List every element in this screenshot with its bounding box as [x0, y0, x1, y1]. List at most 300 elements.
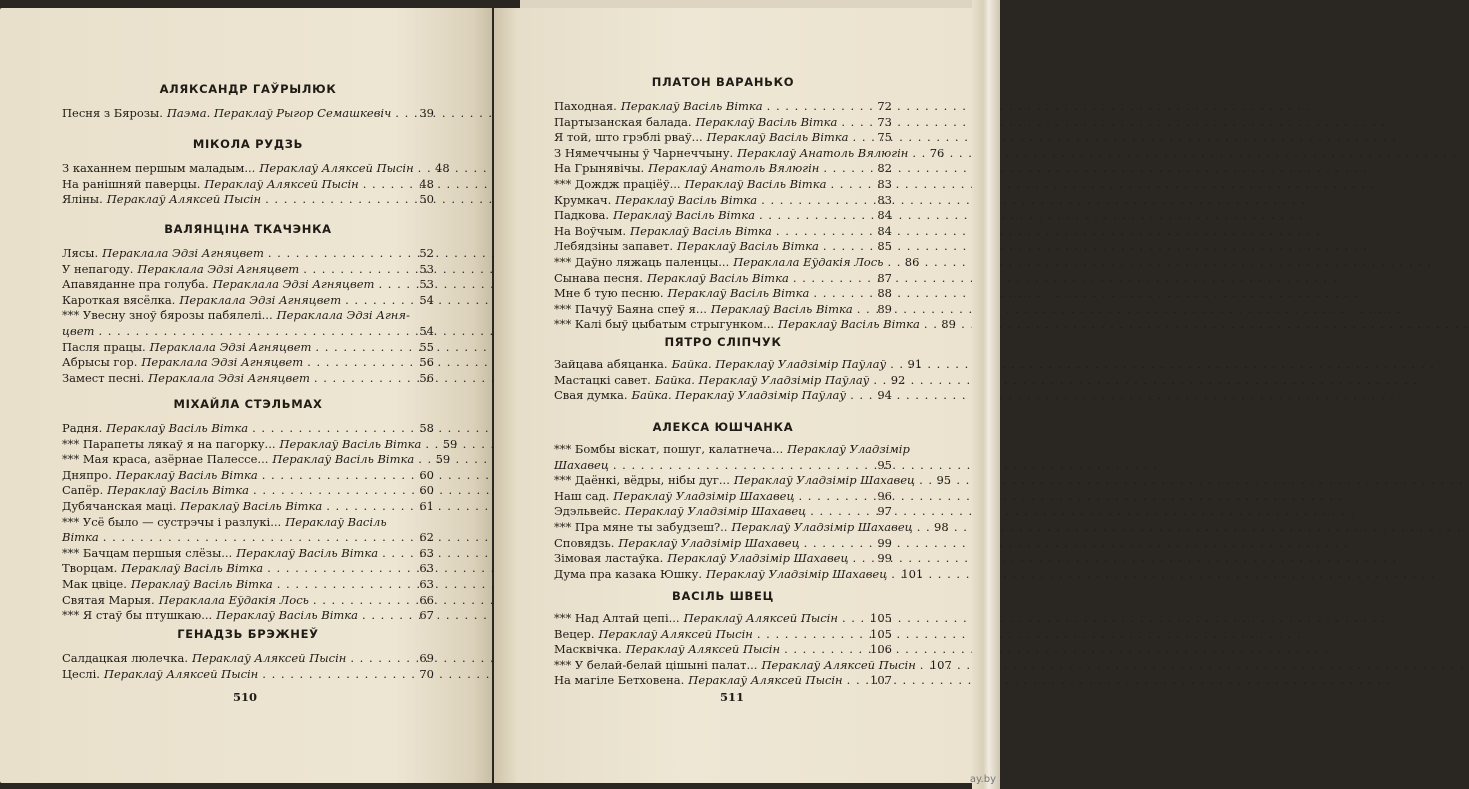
toc-entry	[62, 608, 434, 624]
toc-entry	[62, 468, 434, 484]
left-page	[0, 8, 492, 783]
entry-title: Масквічка.	[554, 642, 622, 657]
entry-title: Дума пра казака Юшку.	[554, 566, 703, 581]
toc-entry	[554, 224, 892, 240]
leader-dots	[262, 468, 408, 484]
toc-entry	[554, 115, 892, 131]
leader-dots	[395, 106, 408, 122]
entry-title: Партызанская балада.	[554, 114, 692, 129]
leader-dots	[890, 357, 896, 373]
leader-dots	[912, 146, 918, 162]
entry-page-number: 83	[877, 176, 892, 191]
toc-entry	[62, 161, 450, 177]
leader-dots	[98, 324, 408, 340]
toc-entry	[62, 515, 434, 546]
entry-page-number: 87	[877, 270, 892, 285]
toc-entry	[62, 246, 434, 262]
leader-dots	[759, 208, 866, 224]
entry-translator: Пераклаў Васіль Вітка	[620, 99, 763, 113]
author-heading: ГЕНАДЗЬ БРЭЖНЕЎ	[177, 627, 319, 641]
toc-entry	[554, 302, 892, 318]
entry-title: Дняпро.	[62, 467, 112, 482]
toc-entry	[554, 357, 923, 373]
leader-dots	[813, 286, 866, 302]
toc-entry	[554, 271, 892, 287]
entry-page-number: 62	[419, 530, 434, 545]
entry-page-number: 75	[877, 130, 892, 145]
entry-title: *** Бомбы віскат, пошуг, калатнеча...	[554, 442, 784, 456]
leader-dots	[919, 473, 925, 489]
entry-title: Вецер.	[554, 626, 595, 641]
entry-page-number: 72	[877, 99, 892, 113]
entry-translator: Пераклаў Уладзімір Шахавец	[706, 566, 888, 581]
author-heading: МІХАЙЛА СТЭЛЬМАХ	[173, 397, 323, 411]
entry-page-number: 89	[877, 301, 892, 316]
entry-title: Сапёр.	[62, 483, 104, 498]
entry-page-number: 88	[877, 286, 892, 301]
entry-title: Мак цвіце.	[62, 576, 127, 591]
entry-page-number: 82	[877, 161, 892, 176]
entry-page-number: 94	[877, 388, 892, 403]
toc-entry	[62, 593, 434, 609]
toc-entry	[62, 308, 434, 339]
toc-entry	[62, 177, 434, 193]
entry-title: Песня з Бярозы.	[62, 106, 163, 120]
book-edge	[969, 0, 1000, 789]
entry-list	[62, 106, 434, 122]
entry-translator: Пераклаў Васіль Вітка	[646, 270, 789, 285]
toc-entry	[554, 193, 892, 209]
leader-dots	[842, 611, 866, 627]
toc-entry	[62, 277, 434, 293]
author-heading: ВАСІЛЬ ШВЕЦ	[672, 589, 774, 603]
toc-entry	[62, 262, 434, 278]
toc-entry	[554, 536, 892, 552]
entry-translator: Пераклала Еўдакія Лось	[733, 254, 884, 269]
leader-dots	[425, 437, 431, 453]
toc-entry	[554, 642, 892, 658]
entry-translator: Пераклаў Аляксей Пысін	[598, 626, 753, 641]
entry-translator: Пераклаў Аляксей Пысін	[683, 611, 838, 625]
entry-translator: Пераклаў Васіль Вітка	[180, 498, 323, 513]
leader-dots	[307, 355, 408, 371]
entry-page-number: 56	[419, 355, 434, 370]
author-heading: МІКОЛА РУДЗЬ	[192, 137, 304, 151]
entry-page-number: 63	[419, 545, 434, 560]
entry-page-number: 48	[435, 161, 450, 175]
author-heading: ВАЛЯНЦІНА ТКАЧЭНКА	[164, 222, 332, 236]
leader-dots	[850, 388, 866, 404]
watermark: ay.by	[969, 774, 996, 785]
toc-entry	[554, 551, 892, 567]
entry-page-number: 99	[877, 535, 892, 550]
entry-title: У непагоду.	[62, 261, 134, 276]
toc-entry	[554, 566, 924, 583]
entry-list	[62, 246, 434, 386]
leader-dots	[313, 593, 408, 609]
entry-translator: Пераклаў Васіль Вітка	[216, 608, 359, 623]
entry-title: *** Усё было — сустрэчы і разлукі...	[62, 514, 282, 529]
leader-dots	[873, 373, 879, 389]
entry-page-number: 96	[877, 488, 892, 503]
entry-page-number: 55	[419, 339, 434, 354]
entry-translator-continued: Шахавец	[554, 457, 609, 472]
entry-translator: Пераклаў Васіль Вітка	[684, 176, 827, 191]
author-heading: АЛЕКСА ЮШЧАНКА	[652, 420, 794, 434]
entry-translator: Пераклаў Анатоль Вялюгін	[737, 145, 909, 160]
entry-translator: Пераклаў Васіль Вітка	[130, 576, 273, 591]
leader-dots	[784, 642, 866, 658]
entry-translator: Пераклаў Аляксей Пысін	[204, 176, 359, 191]
entry-translator: Байка. Пераклаў Уладзімір Паўлаў	[671, 357, 887, 371]
entry-page-number: 70	[419, 666, 434, 681]
entry-list	[554, 611, 952, 689]
toc-entry	[62, 371, 434, 387]
entry-page-number: 95	[936, 473, 952, 488]
entry-translator: Пераклаў Васіль Вітка	[710, 301, 853, 316]
leader-dots	[917, 520, 923, 536]
entry-translator: Пераклаў Аляксей Пысін	[688, 673, 843, 688]
entry-title: Свая думка.	[554, 388, 628, 403]
entry-translator: Пераклаў Васіль Вітка	[106, 421, 249, 435]
entry-page-number: 54	[419, 323, 434, 338]
entry-translator: Пераклаў Васіль Вітка	[272, 452, 415, 467]
leader-dots	[799, 489, 867, 505]
entry-page-number: 63	[419, 561, 434, 576]
leader-dots	[253, 483, 408, 499]
entry-translator: Пераклаў Васіль Вітка	[630, 223, 772, 238]
toc-entry	[62, 421, 434, 437]
entry-title: Апавяданне пра голуба.	[62, 277, 209, 292]
entry-page-number: 98	[934, 519, 949, 534]
entry-page-number: 99	[877, 551, 892, 566]
toc-entry	[554, 254, 920, 271]
toc-entry	[62, 192, 434, 208]
entry-title: Радня.	[62, 421, 103, 435]
entry-page-number: 89	[941, 317, 956, 332]
leader-dots	[345, 293, 408, 309]
entry-translator: Паэма. Пераклаў Рыгор Семашкевіч	[166, 106, 392, 120]
entry-title: *** Увесну зноў бярозы пабялелі...	[62, 308, 273, 323]
toc-entry	[62, 499, 434, 515]
left-page-number: 510	[233, 690, 258, 704]
toc-entry	[554, 239, 892, 255]
entry-title: Зайцава абяцанка.	[554, 357, 668, 371]
entry-page-number: 76	[929, 145, 945, 160]
toc-entry	[62, 436, 458, 453]
entry-title: Мне б тую песню.	[554, 286, 664, 301]
entry-translator: Байка. Пераклаў Уладзімір Паўлаў	[631, 388, 847, 403]
entry-translator: Пераклала Эдзі Агняцвет	[148, 370, 310, 385]
entry-title: Крумкач.	[554, 192, 612, 207]
entry-title: Кароткая вясёлка.	[62, 292, 176, 307]
entry-title: Дубячанская маці.	[62, 498, 177, 513]
toc-entry	[554, 504, 892, 520]
author-section	[62, 133, 450, 208]
toc-entry	[62, 293, 434, 309]
entry-translator: Пераклаў Уладзімір Шахавец	[618, 535, 800, 550]
entry-title: Святая Марыя.	[62, 592, 155, 607]
author-section	[62, 218, 434, 386]
entry-page-number: 54	[419, 292, 434, 307]
leader-dots	[823, 239, 866, 255]
leader-dots	[841, 115, 866, 131]
entry-title: Салдацкая люлечка.	[62, 651, 188, 665]
entry-page-number: 59	[435, 452, 451, 467]
entry-translator: Пераклаў Уладзімір Шахавец	[733, 473, 916, 488]
toc-entry	[554, 145, 945, 162]
leader-dots	[378, 277, 408, 293]
entry-page-number: 60	[419, 483, 434, 498]
entry-title: Зімовая ластаўка.	[554, 551, 664, 566]
entry-page-number: 97	[877, 504, 892, 519]
entry-title: Замест песні.	[62, 370, 145, 385]
entry-page-number: 48	[419, 176, 434, 191]
entry-translator: Пераклала Эдзі Агняцвет	[141, 355, 304, 370]
entry-translator: Пераклала Эдзі Агняцвет	[212, 277, 375, 292]
entry-page-number: 69	[419, 651, 434, 665]
entry-title: Лебядзіны запавет.	[554, 239, 674, 254]
entry-title: Пасля працы.	[62, 339, 146, 354]
entry-translator: Пераклаў Васіль Вітка	[615, 192, 758, 207]
entry-page-number: 83	[877, 192, 892, 207]
entry-page-number: 58	[419, 421, 434, 435]
entry-title: *** Пачуў Баяна спеў я...	[554, 301, 707, 316]
entry-page-number: 61	[419, 498, 434, 513]
entry-translator: Пераклаў Васіль Вітка	[107, 483, 250, 498]
entry-translator: Пераклала Еўдакія Лось	[158, 592, 309, 607]
entry-translator: Пераклаў Васіль	[285, 514, 387, 529]
entry-translator: Пераклаў Васіль Вітка	[115, 467, 258, 482]
entry-translator: Пераклаў Васіль Вітка	[236, 545, 379, 560]
toc-entry	[554, 372, 906, 389]
entry-page-number: 95	[877, 457, 892, 472]
entry-title: На ранішняй паверцы.	[62, 176, 201, 191]
entry-title: Паходная.	[554, 99, 617, 113]
leader-dots	[810, 504, 866, 520]
entry-title: Наш сад.	[554, 488, 610, 503]
entry-title: *** Мая краса, азёрнае Палессе...	[62, 452, 269, 467]
entry-translator: Пераклаў Васіль Вітка	[677, 239, 819, 254]
entry-translator: Пераклаў Уладзімір	[787, 442, 910, 456]
entry-list	[62, 421, 458, 624]
leader-dots	[852, 551, 866, 567]
leader-dots	[303, 262, 408, 278]
leader-dots	[277, 577, 408, 593]
toc-entry	[554, 177, 892, 193]
toc-entry	[554, 473, 952, 489]
entry-translator: Пераклала Эдзі Агняцвет	[102, 246, 264, 260]
entry-title: *** Даўно ляжаць паленцы...	[554, 254, 730, 269]
leader-dots	[262, 667, 408, 683]
entry-title: На магіле Бетховена.	[554, 673, 685, 688]
entry-title: *** Даёнкі, вёдры, нібы дуг...	[554, 473, 730, 488]
entry-page-number: 107	[870, 673, 892, 688]
entry-title: *** Бачцам першыя слёзы...	[62, 545, 233, 560]
leader-dots	[265, 192, 408, 208]
entry-translator: Пераклаў Уладзімір Шахавец	[624, 504, 807, 519]
entry-page-number: 84	[877, 208, 892, 223]
author-section	[62, 393, 458, 624]
leader-dots	[804, 536, 866, 552]
entry-page-number: 59	[442, 436, 458, 451]
leader-dots	[847, 673, 866, 689]
leader-dots	[891, 567, 897, 583]
author-heading: ПЛАТОН ВАРАНЬКО	[651, 75, 795, 89]
entry-list	[554, 442, 952, 582]
toc-entry	[62, 577, 434, 593]
entry-page-number: 101	[901, 566, 924, 581]
leader-dots	[418, 452, 424, 468]
entry-translator-continued: цвет	[62, 323, 95, 338]
leader-dots	[103, 530, 408, 546]
entry-title: Падкова.	[554, 208, 610, 223]
entry-translator: Пераклаў Аляксей Пысін	[761, 657, 916, 672]
entry-page-number: 107	[929, 657, 952, 672]
leader-dots	[350, 651, 408, 667]
entry-page-number: 105	[870, 626, 892, 641]
leader-dots	[887, 255, 893, 271]
entry-translator: Пераклаў Анатоль Вялюгін	[648, 161, 820, 176]
leader-dots	[382, 546, 408, 562]
entry-page-number: 39	[419, 106, 434, 120]
toc-entry	[554, 657, 952, 674]
entry-title: *** Калі быў цыбатым стрыгунком...	[554, 317, 775, 332]
toc-entry	[554, 442, 910, 473]
entry-title: На Воўчым.	[554, 223, 627, 238]
entry-title: Эдэльвейс.	[554, 504, 621, 519]
leader-dots	[761, 193, 866, 209]
leader-dots	[920, 658, 926, 674]
entry-title: Абрысы гор.	[62, 355, 138, 370]
leader-dots	[853, 130, 866, 146]
entry-page-number: 53	[419, 261, 434, 276]
leader-dots	[252, 421, 408, 437]
entry-page-number: 66	[419, 592, 434, 607]
entry-translator: Пераклаў Васіль Вітка	[667, 286, 810, 301]
toc-entry	[62, 561, 434, 577]
leader-dots	[362, 608, 408, 624]
right-page	[494, 8, 972, 783]
leader-dots	[613, 458, 866, 474]
toc-entry	[62, 651, 434, 667]
toc-entry	[62, 355, 434, 371]
toc-entry	[554, 99, 892, 115]
entry-title: Сынава песня.	[554, 270, 643, 285]
entry-page-number: 56	[419, 370, 434, 385]
entry-title: Сповядзь.	[554, 535, 615, 550]
entry-title: *** Пра мяне ты забудзеш?..	[554, 519, 728, 534]
author-section	[554, 71, 956, 333]
leader-dots	[857, 302, 866, 318]
author-section	[62, 623, 434, 682]
entry-translator: Пераклаў Васіль Вітка	[121, 561, 264, 576]
entry-title: Я той, што грэблі рваў...	[554, 130, 703, 145]
leader-dots	[757, 627, 866, 643]
entry-translator: Пераклала Эдзі Агняцвет	[179, 292, 342, 307]
entry-list	[62, 651, 434, 682]
entry-page-number: 50	[419, 192, 434, 207]
leader-dots	[268, 246, 408, 262]
entry-translator: Пераклала Эдзі Агня-	[276, 308, 410, 323]
entry-translator: Пераклала Эдзі Агняцвет	[149, 339, 312, 354]
toc-entry	[554, 611, 892, 627]
entry-page-number: 73	[877, 114, 892, 129]
entry-title: Цеслі.	[62, 666, 100, 681]
toc-entry	[554, 627, 892, 643]
toc-entry	[554, 519, 949, 536]
toc-entry	[554, 489, 892, 505]
entry-page-number: 53	[419, 277, 434, 292]
toc-entry	[62, 106, 434, 122]
entry-title: З Нямеччыны ў Чарнеччыну.	[554, 145, 734, 160]
entry-list	[62, 161, 450, 208]
entry-title: З каханнем першым маладым...	[62, 161, 256, 175]
entry-page-number: 106	[870, 642, 892, 657]
leader-dots	[314, 371, 408, 387]
toc-entry	[554, 161, 892, 177]
leader-dots	[776, 224, 866, 240]
entry-translator: Пераклаў Васіль Вітка	[279, 436, 422, 451]
leader-dots	[326, 499, 408, 515]
author-section	[554, 416, 952, 582]
entry-translator: Пераклаў Васіль Вітка	[695, 114, 838, 129]
entry-page-number: 86	[904, 254, 920, 269]
leader-dots	[823, 161, 866, 177]
entry-title: На Грынявічы.	[554, 161, 645, 176]
leader-dots	[315, 340, 408, 356]
leader-dots	[793, 271, 866, 287]
entry-page-number: 84	[877, 223, 892, 238]
entry-title: Лясы.	[62, 246, 99, 260]
entry-translator: Пераклаў Уладзімір Шахавец	[731, 519, 913, 534]
author-section	[554, 331, 923, 404]
entry-translator: Пераклаў Васіль Вітка	[706, 130, 849, 145]
entry-list	[554, 357, 923, 404]
entry-title: Мастацкі савет.	[554, 372, 651, 387]
entry-page-number: 63	[419, 576, 434, 591]
toc-entry	[62, 667, 434, 683]
author-section	[554, 585, 952, 689]
entry-translator: Байка. Пераклаў Уладзімір Паўлаў	[654, 372, 870, 387]
toc-entry	[62, 483, 434, 499]
entry-translator: Пераклаў Уладзімір Шахавец	[667, 551, 849, 566]
toc-entry	[554, 130, 892, 146]
leader-dots	[924, 317, 930, 333]
entry-translator: Пераклаў Аляксей Пысін	[191, 651, 347, 665]
leader-dots	[267, 561, 408, 577]
leader-dots	[830, 177, 866, 193]
right-page-number: 511	[720, 690, 745, 704]
toc-entry	[554, 673, 892, 689]
entry-page-number: 92	[890, 372, 906, 387]
entry-title: *** Дождж праціёў...	[554, 176, 681, 191]
author-heading: АЛЯКСАНДР ГАЎРЫЛЮК	[159, 82, 337, 96]
leader-dots	[363, 177, 408, 193]
author-section	[62, 78, 434, 122]
entry-translator: Пераклаў Аляксей Пысін	[103, 666, 259, 681]
entry-title: Яліны.	[62, 192, 103, 207]
toc-entry	[554, 208, 892, 224]
entry-title: *** Я стаў бы птушкаю...	[62, 608, 213, 623]
entry-title: Творцам.	[62, 561, 118, 576]
entry-translator: Пераклала Эдзі Агняцвет	[137, 261, 300, 276]
toc-entry	[62, 340, 434, 356]
entry-translator: Пераклаў Уладзімір Шахавец	[613, 488, 795, 503]
entry-translator-continued: Вітка	[62, 530, 99, 545]
entry-list	[554, 99, 956, 333]
leader-dots	[767, 99, 866, 115]
